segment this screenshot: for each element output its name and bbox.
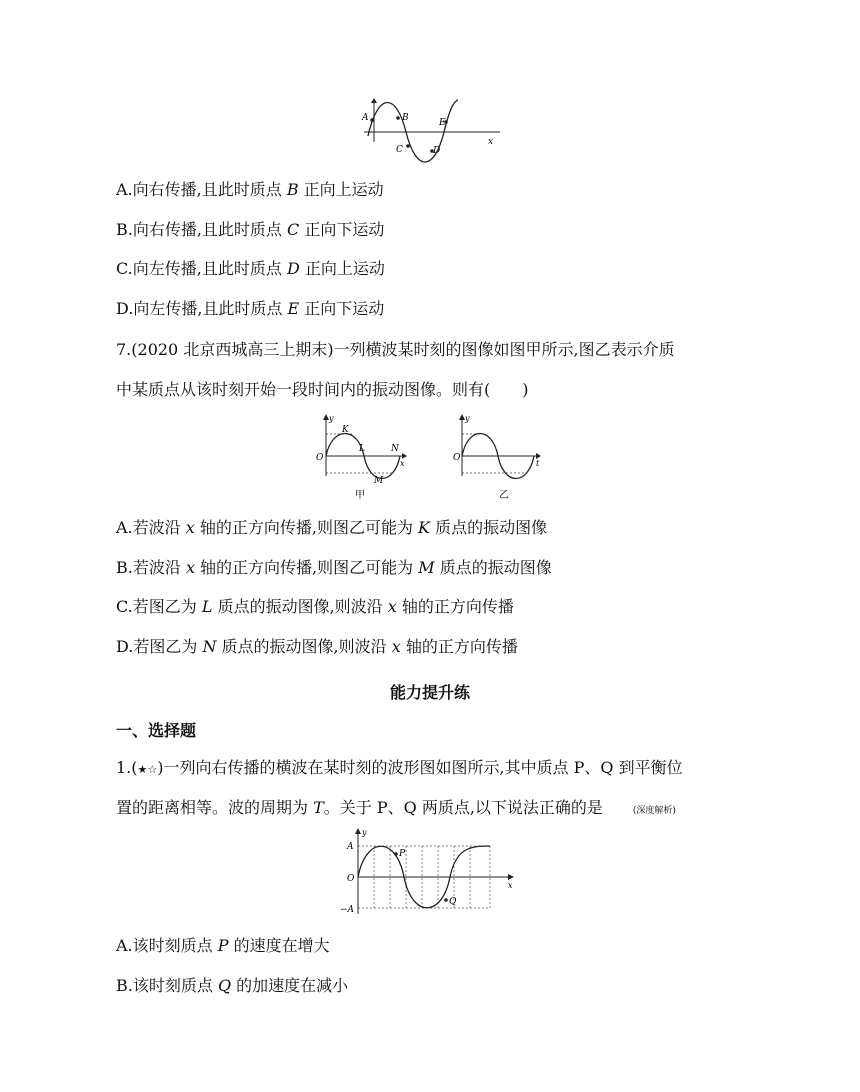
- q7-option-b: B.若波沿 x 轴的正方向传播,则图乙可能为 M 质点的振动图像: [116, 558, 552, 577]
- yi-y-label: y: [465, 414, 470, 423]
- q1-option-a: A.该时刻质点 P 的速度在增大: [116, 936, 330, 955]
- label-x-axis: x: [488, 137, 494, 147]
- wave-figure-yi: [452, 412, 552, 504]
- q1-negA-label: −A: [340, 905, 355, 915]
- q1-origin-label: O: [347, 874, 355, 884]
- q1-A-label: A: [347, 842, 354, 852]
- wave-figure-ABCDE: [360, 96, 510, 168]
- q1-stem-line1: 1.(★☆)一列向右传播的横波在某时刻的波形图如图所示,其中质点 P、Q 到平衡位: [116, 758, 683, 777]
- yi-caption: 乙: [499, 490, 509, 501]
- section-title: 能力提升练: [389, 683, 470, 702]
- q1-y-label: y: [362, 828, 367, 837]
- q1-stem-line2: 置的距离相等。波的周期为 T。关于 P、Q 两质点,以下说法正确的是 (深度解析): [116, 798, 676, 817]
- jia-x-label: x: [400, 459, 405, 468]
- q1-Q-label: Q: [449, 897, 457, 907]
- wave-figure-PQ: [338, 826, 522, 918]
- q7-option-d: D.若图乙为 N 质点的振动图像,则波沿 x 轴的正方向传播: [116, 637, 518, 656]
- q7-stem-line2: 中某质点从该时刻开始一段时间内的振动图像。则有( ): [116, 380, 529, 399]
- section-subtitle: 一、选择题: [116, 721, 197, 740]
- yi-origin-label: O: [453, 453, 461, 463]
- label-B: B: [402, 113, 409, 123]
- q7-stem-line1: 7.(2020 北京西城高三上期末)一列横波某时刻的图像如图甲所示,图乙表示介质: [116, 340, 675, 359]
- jia-L-label: L: [359, 444, 365, 454]
- yi-t-label: t: [536, 459, 540, 468]
- label-A: A: [362, 113, 369, 123]
- q7-option-c: C.若图乙为 L 质点的振动图像,则波沿 x 轴的正方向传播: [116, 597, 514, 616]
- jia-K-label: K: [342, 425, 349, 435]
- wave-figure-jia: [314, 412, 414, 504]
- label-D: D: [433, 146, 441, 156]
- q1-x-label: x: [508, 881, 513, 890]
- jia-caption: 甲: [355, 490, 365, 501]
- q6-option-c: C.向左传播,且此时质点 D 正向上运动: [116, 259, 385, 278]
- q6-option-d: D.向左传播,且此时质点 E 正向下运动: [116, 299, 385, 318]
- jia-origin-label: O: [316, 453, 324, 463]
- q6-option-a: A.向右传播,且此时质点 B 正向上运动: [116, 180, 384, 199]
- label-E: E: [439, 118, 446, 128]
- jia-N-label: N: [391, 444, 399, 454]
- q1-option-b: B.该时刻质点 Q 的加速度在减小: [116, 976, 349, 995]
- jia-y-label: y: [329, 414, 334, 423]
- q7-option-a: A.若波沿 x 轴的正方向传播,则图乙可能为 K 质点的振动图像: [116, 518, 548, 537]
- q1-P-label: P: [399, 849, 406, 859]
- jia-M-label: M: [374, 476, 384, 486]
- q6-option-b: B.向右传播,且此时质点 C 正向下运动: [116, 220, 385, 239]
- deep-analysis-tag: (深度解析): [632, 806, 676, 816]
- difficulty-stars: ★☆: [137, 763, 158, 776]
- label-C: C: [396, 145, 403, 155]
